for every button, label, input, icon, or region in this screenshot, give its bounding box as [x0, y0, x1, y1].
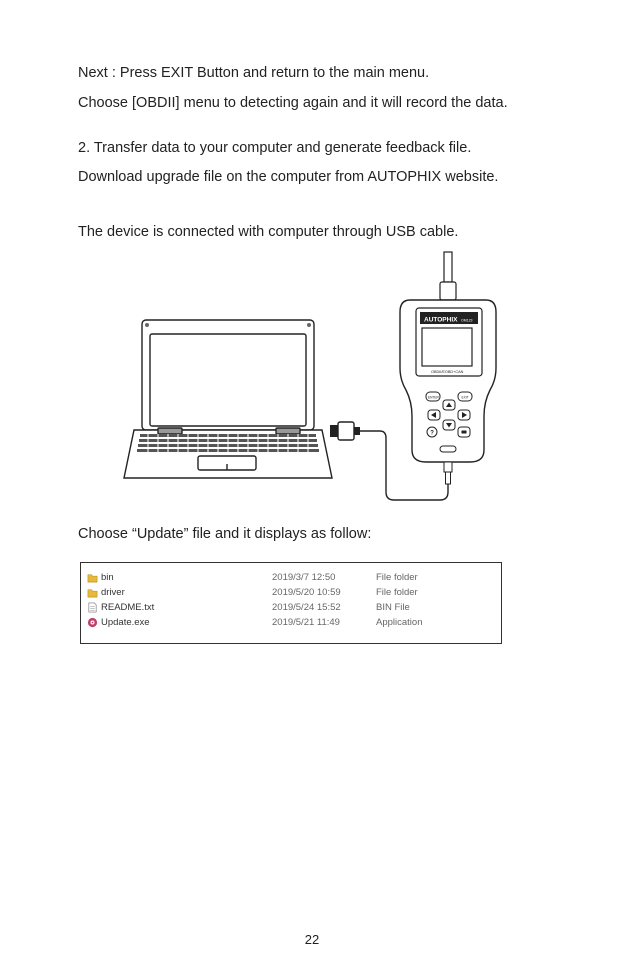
instruction-next: Next : Press EXIT Button and return to the main menu.: [78, 65, 430, 81]
device-brand-label: AUTOPHIX: [424, 316, 458, 324]
usb-plug-icon: [330, 422, 360, 440]
file-name: README.txt: [101, 602, 155, 613]
file-row-driver[interactable]: [81, 586, 501, 601]
instruction-choose-obd: Choose [OBDII] menu to detecting again and it will record the data.: [78, 95, 508, 111]
hotkey-icon: [462, 431, 467, 434]
instruction-choose-update: Choose “Update” file and it displays as follow:: [78, 526, 372, 542]
file-row-bin[interactable]: [81, 571, 501, 586]
file-type: BIN File: [376, 602, 410, 613]
device-top-cable: [440, 252, 456, 300]
obd-scanner-illustration: [400, 300, 496, 484]
text-file-icon: [87, 602, 98, 613]
device-protocol-label: OBDII/EOBD+CAN: [431, 370, 464, 374]
file-type: Application: [376, 617, 423, 628]
device-model-label: OM123: [461, 318, 473, 323]
help-key-icon: ?: [430, 430, 434, 437]
laptop-illustration: [124, 320, 332, 478]
folder-icon: [87, 572, 98, 583]
file-date: 2019/3/7 12:50: [272, 572, 336, 583]
usb-connection-illustration: [118, 250, 498, 510]
instruction-download: Download upgrade file on the computer from AUTOPHIX website.: [78, 169, 499, 185]
file-date: 2019/5/21 11:49: [272, 617, 340, 628]
file-name: bin: [101, 572, 114, 583]
file-name: Update.exe: [101, 617, 150, 628]
file-row-update-exe[interactable]: [81, 616, 501, 631]
file-date: 2019/5/24 15:52: [272, 602, 341, 613]
file-row-readme[interactable]: [81, 601, 501, 616]
file-explorer-list: [80, 562, 502, 644]
instruction-connected: The device is connected with computer through USB cable.: [78, 224, 459, 240]
gear-app-icon: [87, 617, 98, 628]
page-number: 22: [304, 932, 320, 947]
file-type: File folder: [376, 587, 418, 598]
file-type: File folder: [376, 572, 418, 583]
folder-icon: [87, 587, 98, 598]
file-name: driver: [101, 587, 125, 598]
exit-key-label: EXIT: [461, 395, 469, 400]
file-date: 2019/5/20 10:59: [272, 587, 341, 598]
enter-key-label: ENTER: [428, 395, 439, 400]
step-2-heading: 2. Transfer data to your computer and generate feedback file.: [78, 140, 472, 156]
